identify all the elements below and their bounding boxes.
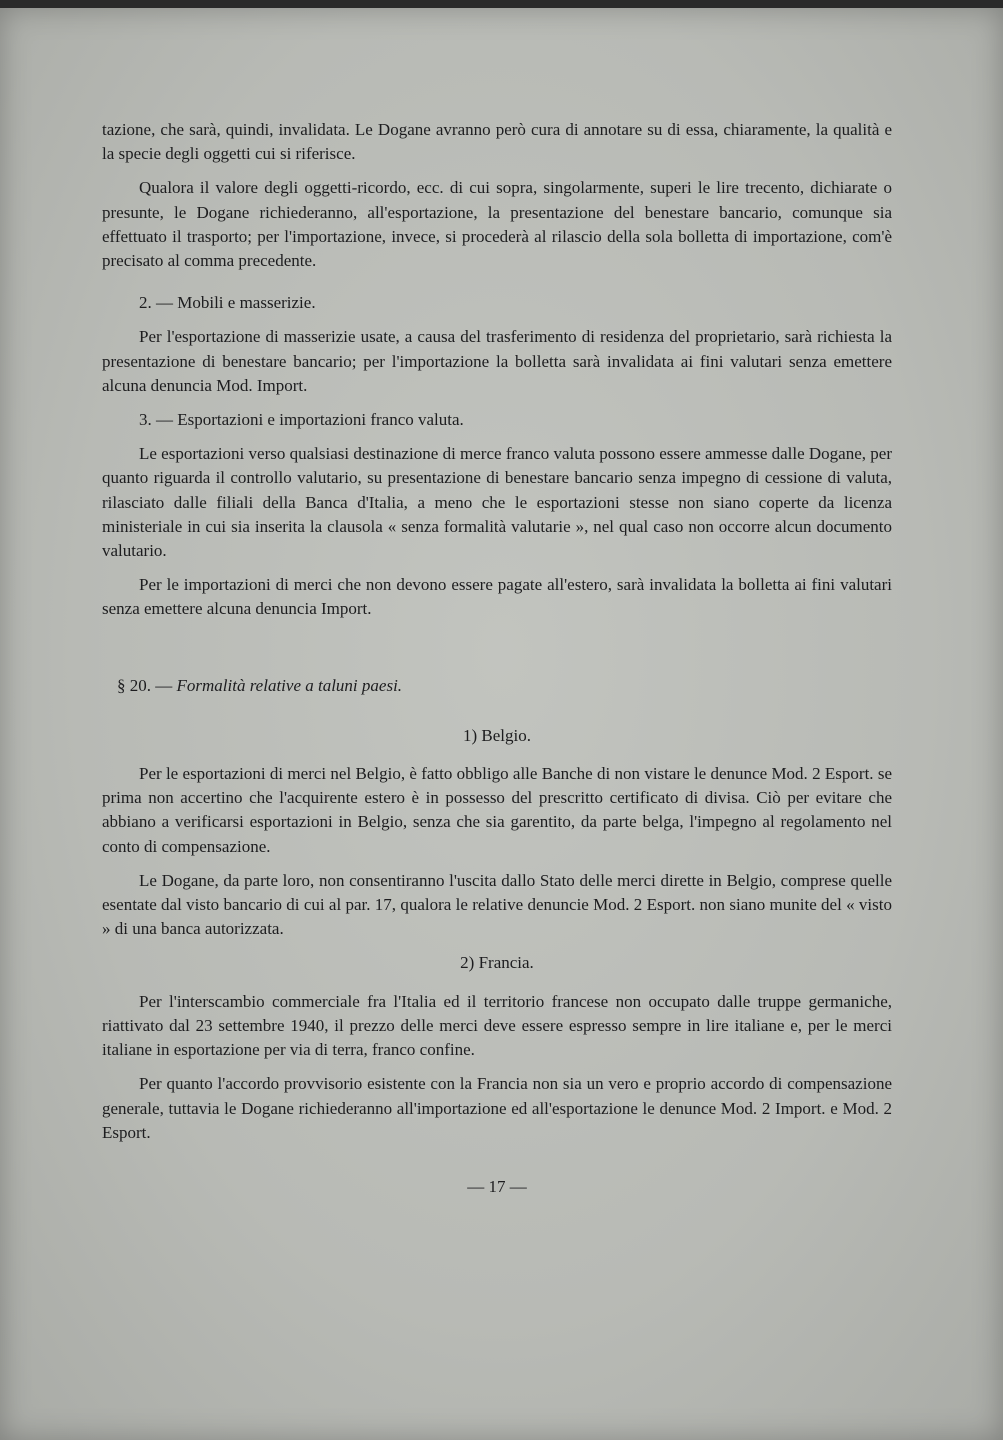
page-body [102,118,892,1199]
belgio-paragraph-2: Le Dogane, da parte loro, non consentiranno l'uscita dallo Stato delle merci dirette in Belgio, comprese quelle esentate dal visto bancario di cui al par. 17, qualora le relative denuncie Mod. 2 Esport. non siano munite del « visto » di una banca autorizzata. [102,870,892,939]
section-20-title: Formalità relative a taluni paesi. [176,675,403,695]
document-page [0,8,1003,1440]
francia-paragraph-2: Per quanto l'accordo provvisorio esistente con la Francia non sia un vero e proprio accordo di compensazione generale, tuttavia le Dogane richiederanno all'importazione ed all'esportazione le denunce Mod. 2 Import. e Mod. 2 Esport. [102,1074,892,1142]
belgio-paragraph-1: Per le esportazioni di merci nel Belgio, è fatto obbligo alle Banche di non vistare le denunce Mod. 2 Esport. se prima non accertino che l'acquirente estero è in possesso del prescritto certificato di divisa. Ciò per evitare che abbiano a verificarsi esportazioni in Belgio, senza che sia garentito, da parte belga, l'impegno al regolamento nel conto di compensazione. [102,764,892,856]
paragraph-continuation: tazione, che sarà, quindi, invalidata. Le Dogane avranno però cura di annotare su di essa, chiaramente, la qualità e la specie degli oggetti cui si riferisce. [102,120,892,164]
francia-paragraph-1: Per l'interscambio commerciale fra l'Italia ed il territorio francese non occupato dalle truppe germaniche, riattivato dal 23 settembre 1940, il prezzo delle merci deve essere espresso sempre in lire italiane e, per le merci italiane in esportazione per via di terra, franco confine. [102,991,892,1060]
page-number: — 17 — [467,1176,527,1196]
item-3-heading: 3. — Esportazioni e importazioni franco valuta. [139,410,464,430]
paragraph-qualora: Qualora il valore degli oggetti-ricordo, ecc. di cui sopra, singolarmente, superi le lire trecento, dichiarate o presunte, le Dogane richiederanno, all'esportazione, la presentazione del benestare bancario, comunque sia effettuato il trasporto; per l'importazione, invece, si procederà al rilascio della sola bolletta di importazione, com'è precisato al comma precedente. [102,178,892,271]
item-3-paragraph-1: Le esportazioni verso qualsiasi destinazione di merce franco valuta possono essere ammesse dalle Dogane, per quanto riguarda il controllo valutario, su presentazione di benestare bancario senza impegno di cessione di valuta, rilasciato dalle filiali della Banca d'Italia, a meno che le esportazioni stesse non siano coperte da licenza ministeriale in cui sia inserita la clausola « senza formalità valutarie », nel qual caso non occorre alcun documento valutario. [102,444,892,561]
section-20-heading [117,674,892,698]
item-2-heading: 2. — Mobili e masserizie. [139,293,316,313]
section-20-number: § 20. — [117,675,177,695]
item-3-paragraph-2: Per le importazioni di merci che non devono essere pagate all'estero, sarà invalidata la bolletta ai fini valutari senza emettere alcuna denuncia Import. [102,575,892,619]
francia-heading: 2) Francia. [460,953,534,973]
item-2-paragraph: Per l'esportazione di masserizie usate, a causa del trasferimento di residenza del proprietario, sarà richiesta la presentazione di benestare bancario; per l'importazione la bolletta sarà invalidata ai fini valutari senza emettere alcuna denuncia Mod. Import. [102,327,892,395]
belgio-heading: 1) Belgio. [463,725,531,745]
